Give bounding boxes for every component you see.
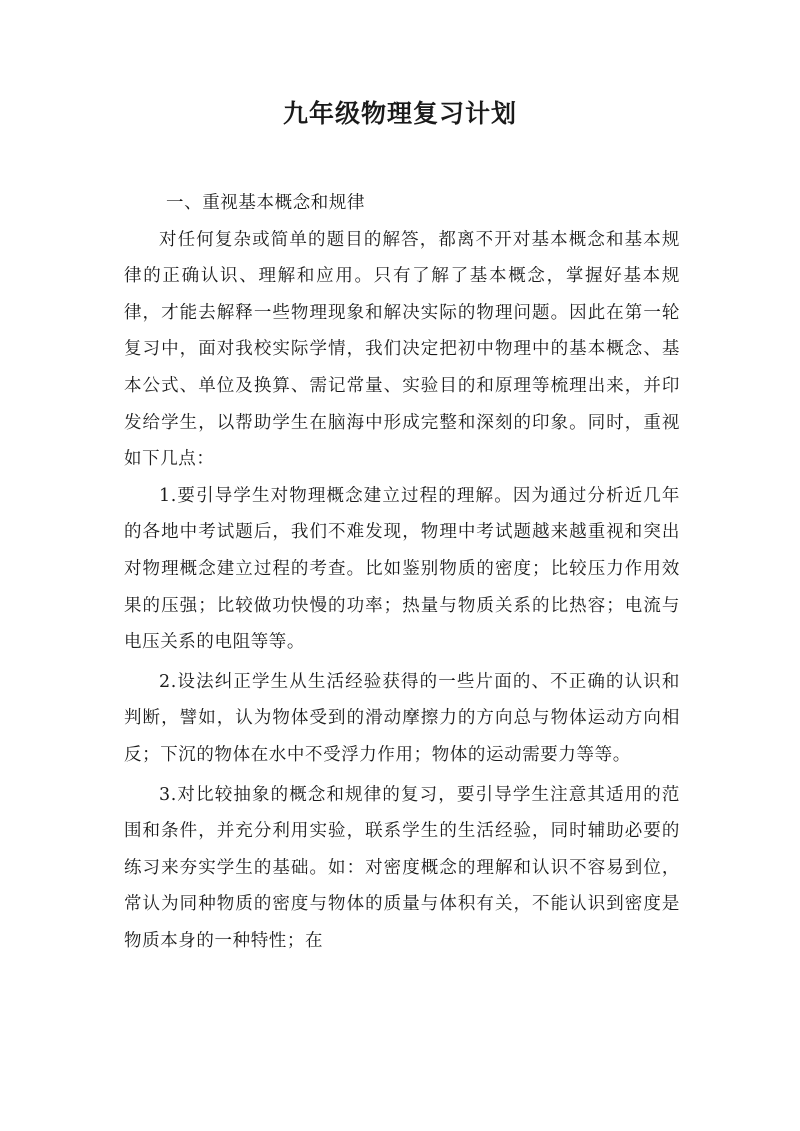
paragraph-point-1: 1.要引导学生对物理概念建立过程的理解。因为通过分析近几年的各地中考试题后，我们不难发现，物理中考试题越来越重视和突出对物理概念建立过程的考查。比如鉴别物质的密度；比较压力作用效果的压强；比较做功快慢的功率；热量与物质关系的比热容；电流与电压关系的电阻等等。: [124, 485, 680, 653]
paragraph-point-3: 3.对比较抽象的概念和规律的复习，要引导学生注意其适用的范围和条件，并充分利用实验，联系学生的生活经验，同时辅助必要的练习来夯实学生的基础。如：对密度概念的理解和认识不容易到位，常认为同种物质的密度与物体的质量与体积有关，不能认识到密度是物质本身的一种特性；在: [124, 784, 680, 951]
paragraph-point-2: 2.设法纠正学生从生活经验获得的一些片面的、不正确的认识和判断，譬如，认为物体受到的滑动摩擦力的方向总与物体运动方向相反；下沉的物体在水中不受浮力作用；物体的运动需要力等等。: [124, 671, 680, 765]
section-heading: 一、重视基本概念和规律: [166, 193, 366, 213]
document-body: [124, 185, 680, 959]
document-title: 九年级物理复习计划: [282, 99, 517, 128]
paragraph-intro: 对任何复杂或简单的题目的解答，都离不开对基本概念和基本规律的正确认识、理解和应用。只有了解了基本概念，掌握好基本规律，才能去解释一些物理现象和解决实际的物理问题。因此在第一轮复习中，面对我校实际学情，我们决定把初中物理中的基本概念、基本公式、单位及换算、需记常量、实验目的和原理等梳理出来，并印发给学生，以帮助学生在脑海中形成完整和深刻的印象。同时，重视如下几点：: [124, 229, 680, 470]
